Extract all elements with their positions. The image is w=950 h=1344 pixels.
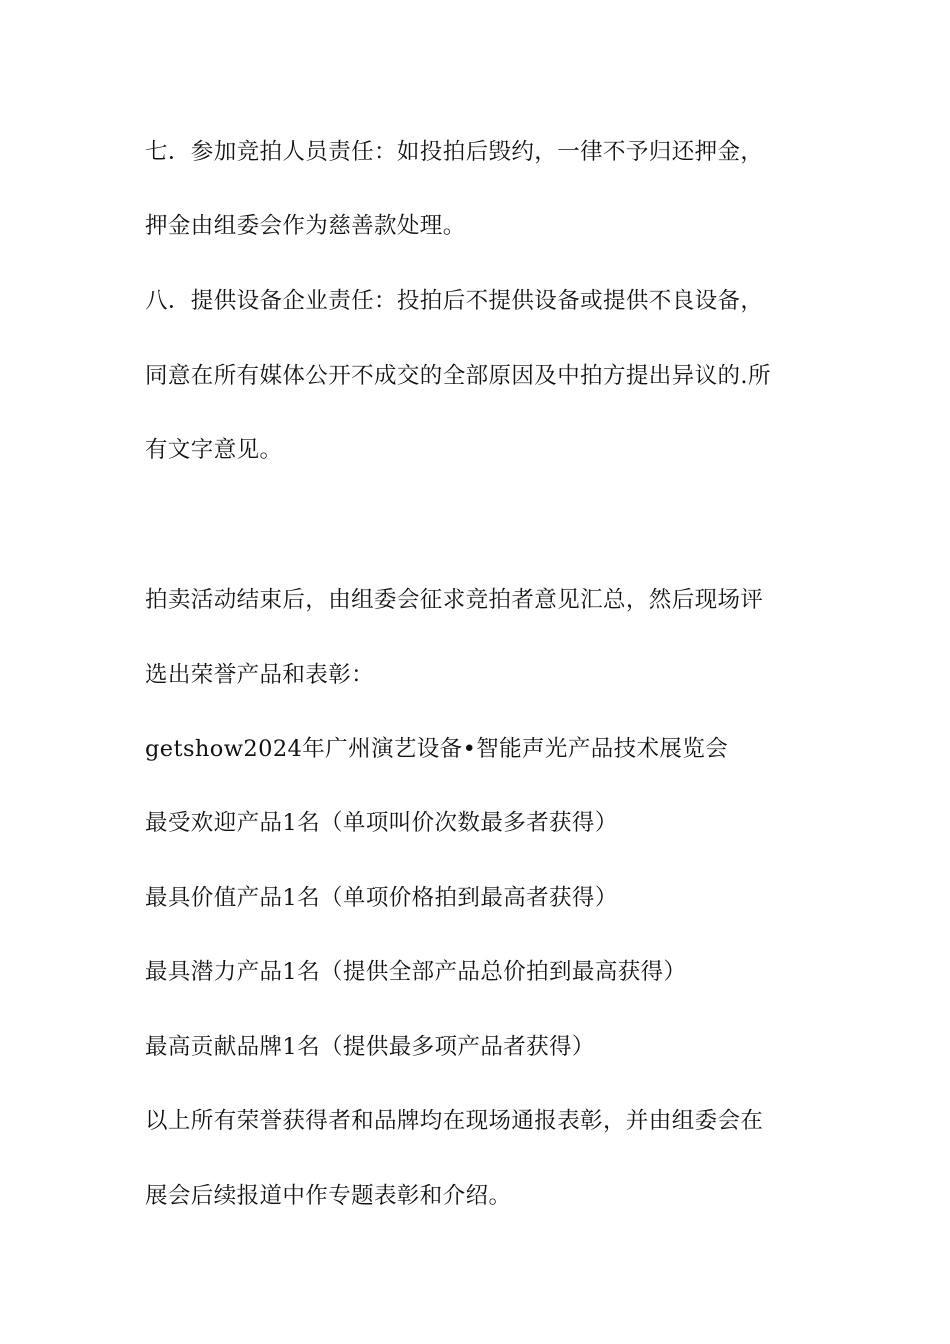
award-most-popular: 最受欢迎产品1名（单项叫价次数最多者获得） <box>145 810 618 836</box>
clause-eight-line-1: 八．提供设备企业责任：投拍后不提供设备或提供不良设备， <box>145 288 764 314</box>
clause-eight-line-2: 同意在所有媒体公开不成交的全部原因及中拍方提出异议的.所 <box>145 363 771 389</box>
clause-seven-line-2: 押金由组委会作为慈善款处理。 <box>145 213 466 239</box>
closing-line-2: 展会后续报道中作专题表彰和介绍。 <box>145 1183 512 1209</box>
honor-intro-line-2: 选出荣誉产品和表彰： <box>145 662 375 688</box>
honor-intro-line-1: 拍卖活动结束后，由组委会征求竞拍者意见汇总，然后现场评 <box>145 587 764 613</box>
award-top-contribution: 最高贡献品牌1名（提供最多项产品者获得） <box>145 1034 595 1060</box>
award-most-valuable: 最具价值产品1名（单项价格拍到最高者获得） <box>145 885 618 911</box>
closing-line-1: 以上所有荣誉获得者和品牌均在现场通报表彰，并由组委会在 <box>145 1108 764 1134</box>
exhibition-name: getshow2024年广州演艺设备•智能声光产品技术展览会 <box>145 736 729 762</box>
clause-seven-line-1: 七．参加竞拍人员责任：如投拍后毁约，一律不予归还押金， <box>145 139 764 165</box>
award-most-potential: 最具潜力产品1名（提供全部产品总价拍到最高获得） <box>145 959 687 985</box>
clause-eight-line-3: 有文字意见。 <box>145 437 283 463</box>
